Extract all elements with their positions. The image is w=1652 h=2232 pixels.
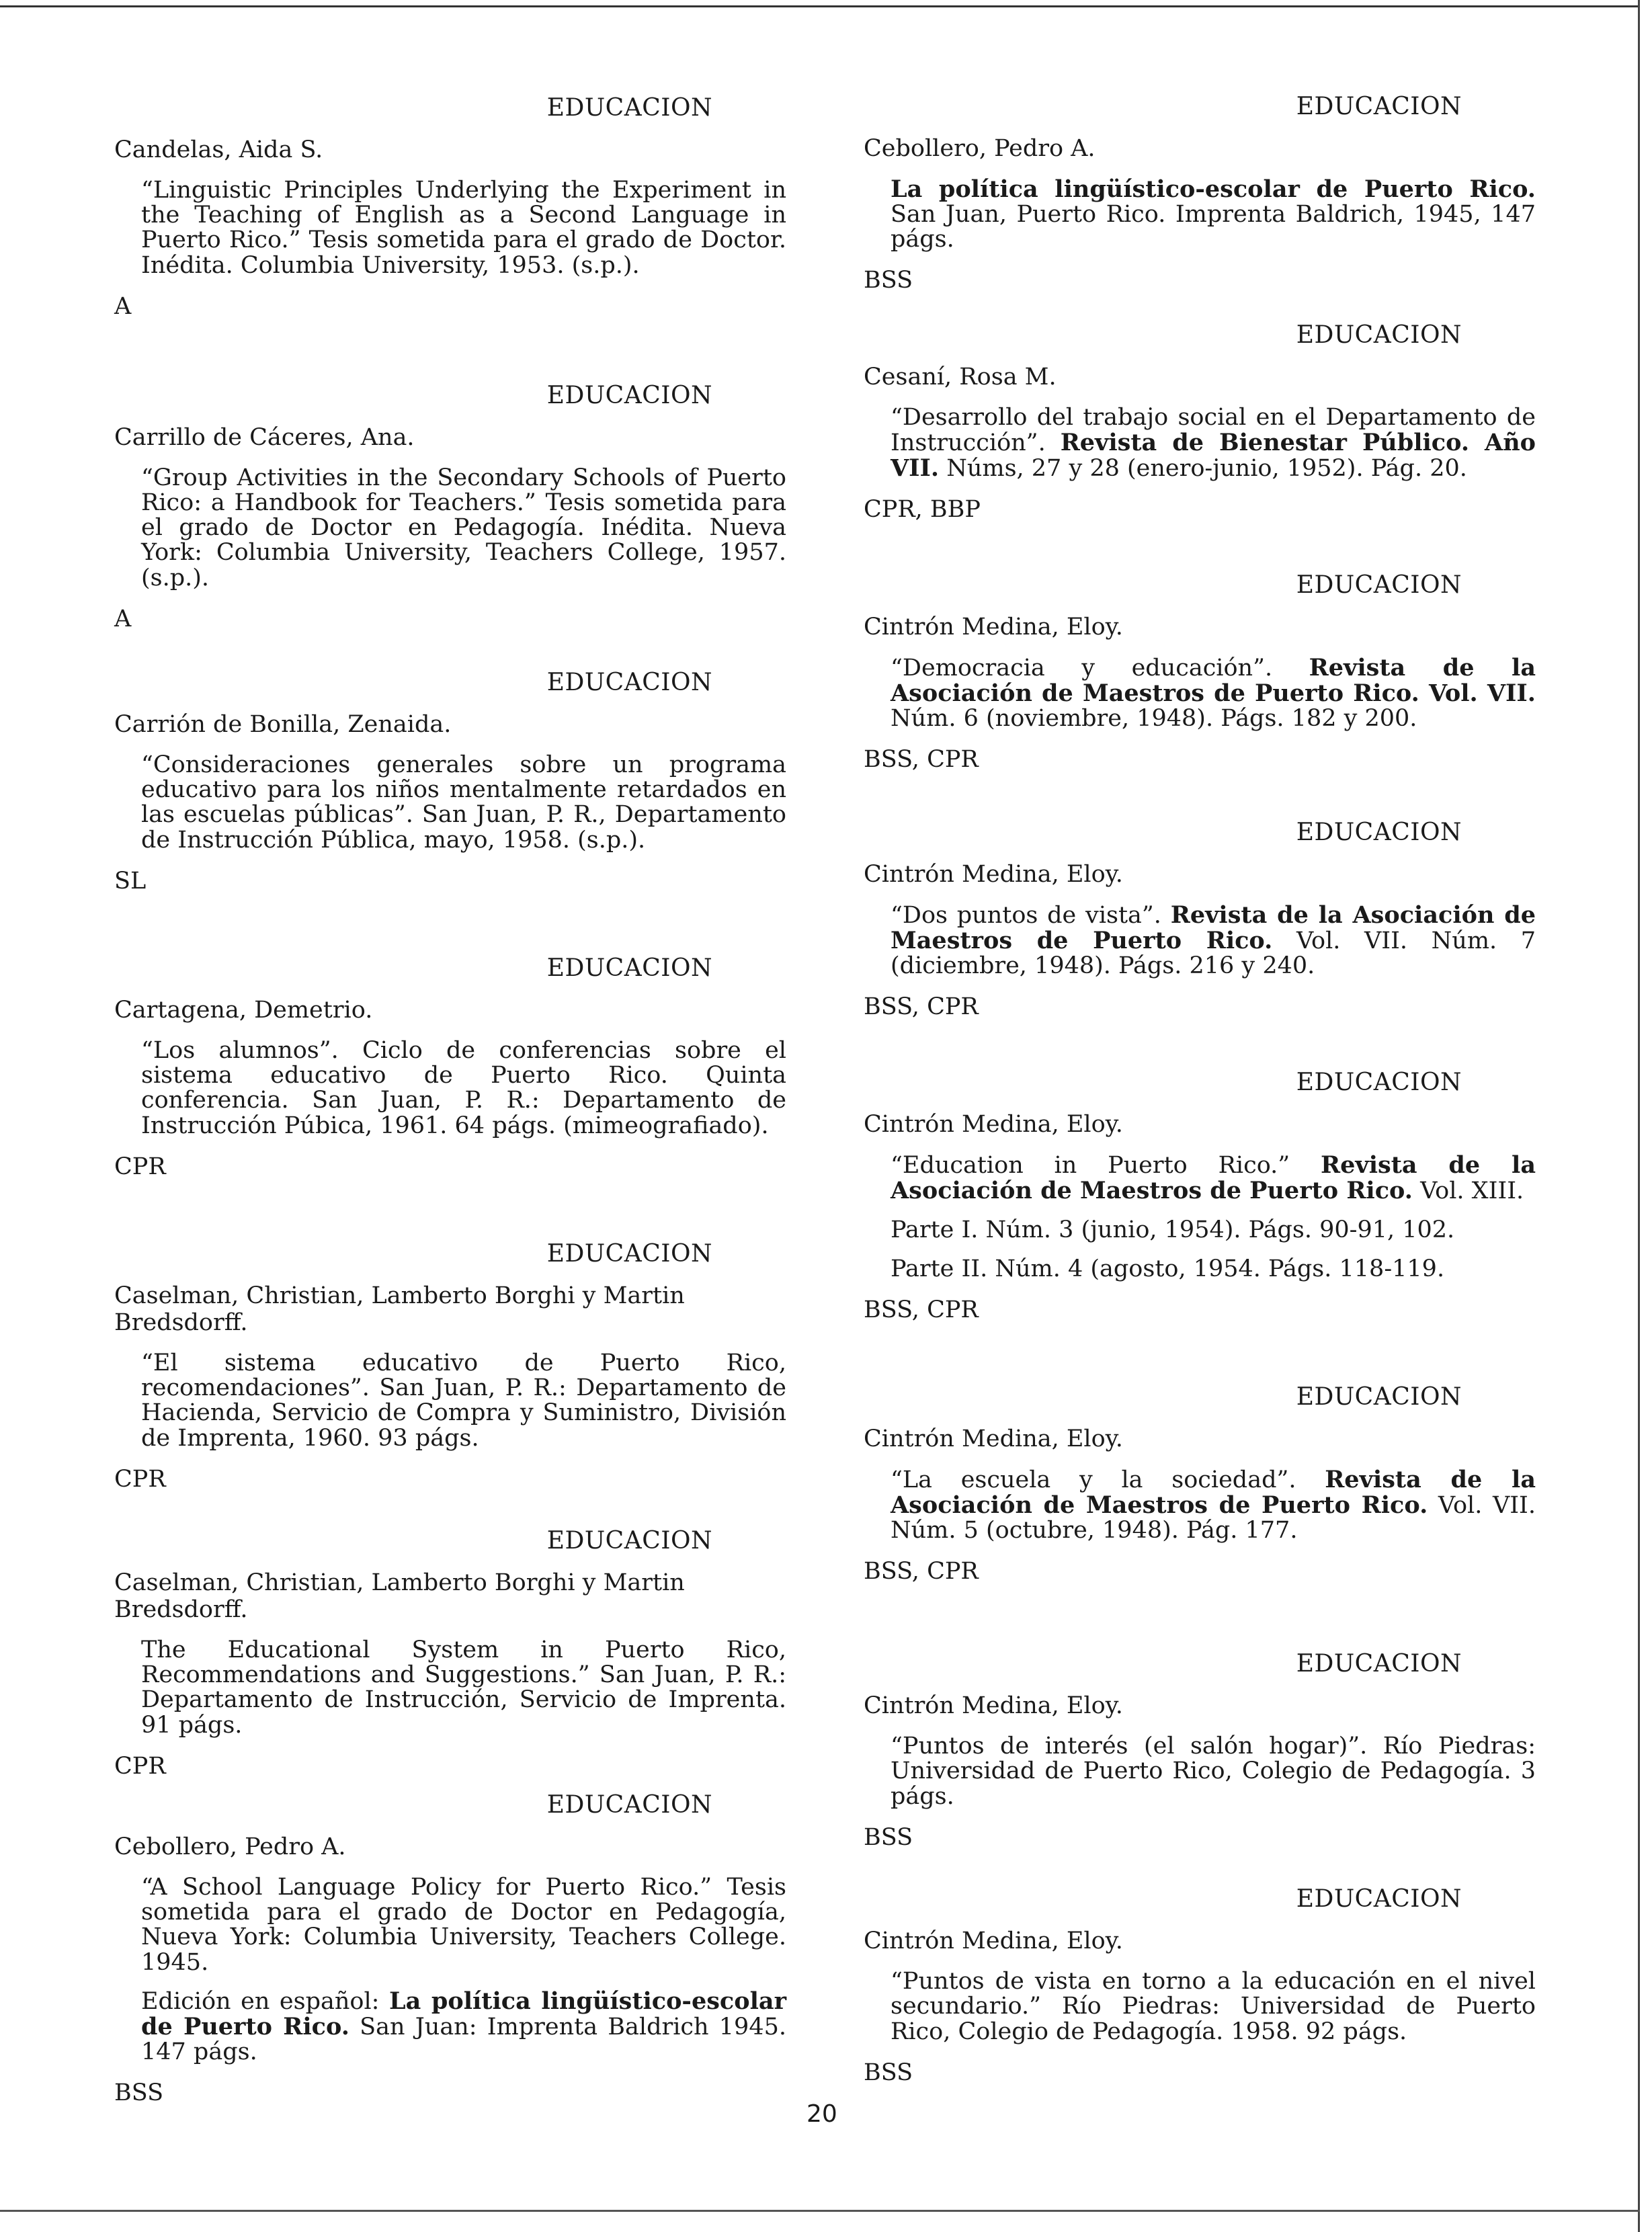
subject-heading: EDUCACION: [1296, 93, 1462, 120]
entry-citation: “Puntos de vista en torno a la educación en el nivel secundario.” Río Piedras: Universidad de Puerto Rico, Colegio de Pedagogía. 1958. 92 págs.: [891, 1968, 1536, 2045]
entry-author: Candelas, Aida S.: [114, 136, 323, 163]
library-location: BSS: [114, 2079, 164, 2106]
bibliography-entry: [864, 93, 1536, 294]
subject-heading: EDUCACION: [546, 954, 712, 982]
bibliography-entry: [114, 382, 786, 632]
entry-citation: “Dos puntos de vista”. Revista de la Asociación de Maestros de Puerto Rico. Vol. VII. Núm. 7 (diciembre, 1948). Págs. 216 y 240.: [891, 901, 1536, 979]
entry-author: Cintrón Medina, Eloy.: [864, 1928, 1123, 1954]
subject-heading: EDUCACION: [1296, 571, 1462, 599]
entry-citation: “Desarrollo del trabajo social en el Departamento de Instrucción”. Revista de Bienestar Público. Año VII. Núms, 27 y 28 (enero-junio, 1952). Pág. 20.: [891, 404, 1536, 482]
entry-author: Cebollero, Pedro A.: [864, 135, 1096, 162]
subject-heading: EDUCACION: [546, 669, 712, 696]
bibliography-entry: [864, 1650, 1536, 1851]
entry-author: Cesaní, Rosa M.: [864, 364, 1057, 390]
entry-author: Cintrón Medina, Eloy.: [864, 1111, 1123, 1138]
subject-heading: EDUCACION: [1296, 1885, 1462, 1913]
subject-heading: EDUCACION: [1296, 819, 1462, 846]
entry-citation: The Educational System in Puerto Rico, Recommendations and Suggestions.” San Juan, P. R.: Departamento de Instrucción, Servicio de Imprenta. 91 págs.: [141, 1637, 786, 1739]
bibliography-entry: [864, 1069, 1536, 1323]
entry-citation: “Linguistic Principles Underlying the Experiment in the Teaching of English as a Second Language in Puerto Rico.” Tesis sometida para el grado de Doctor. Inédita. Columbia University, 1953. (s.p.).: [141, 177, 786, 279]
bibliography-entry: [114, 1240, 786, 1493]
entry-citation: “A School Language Policy for Puerto Rico.” Tesis sometida para el grado de Doctor en Pedagogía, Nueva York: Columbia University, Teachers College. 1945.: [141, 1874, 786, 1976]
bibliography-entry: [864, 321, 1536, 523]
right-border-rule: [1638, 0, 1640, 2232]
entry-citation: Parte II. Núm. 4 (agosto, 1954. Págs. 118-119.: [891, 1255, 1445, 1282]
bibliography-entry: [864, 819, 1536, 1020]
entry-author: Caselman, Christian, Lamberto Borghi y Martin Bredsdorff.: [114, 1569, 685, 1623]
bibliography-entry: [114, 94, 786, 320]
entry-citation: Edición en español: La política lingüístico-escolar de Puerto Rico. San Juan: Imprenta Baldrich 1945. 147 págs.: [141, 1987, 787, 2065]
entry-author: Cintrón Medina, Eloy.: [864, 1692, 1123, 1719]
library-location: BSS, CPR: [864, 746, 979, 773]
bibliography-entry: [864, 1383, 1536, 1585]
library-location: BSS: [864, 2059, 913, 2086]
library-location: CPR, BBP: [864, 496, 981, 523]
entry-author: Cintrón Medina, Eloy.: [864, 861, 1123, 888]
library-location: BSS, CPR: [864, 1296, 979, 1323]
subject-heading: EDUCACION: [1296, 1650, 1462, 1678]
entry-citation: “Consideraciones generales sobre un programa educativo para los niños mentalmente retardados en las escuelas públicas”. San Juan, P. R., Departamento de Instrucción Pública, mayo, 1958. (s.p.).: [141, 751, 786, 854]
library-location: CPR: [114, 1466, 166, 1493]
library-location: BSS, CPR: [864, 1558, 979, 1585]
entry-citation: La política lingüístico-escolar de Puerto Rico. San Juan, Puerto Rico. Imprenta Baldrich, 1945, 147 págs.: [891, 175, 1536, 253]
subject-heading: EDUCACION: [546, 94, 712, 122]
library-location: A: [114, 293, 132, 320]
library-location: CPR: [114, 1753, 166, 1780]
subject-heading: EDUCACION: [546, 1791, 712, 1819]
entry-author: Cintrón Medina, Eloy.: [864, 614, 1123, 640]
entry-author: Cartagena, Demetrio.: [114, 997, 373, 1024]
library-location: BSS, CPR: [864, 993, 979, 1020]
bibliography-entry: [114, 669, 786, 895]
entry-author: Cebollero, Pedro A.: [114, 1833, 346, 1860]
entry-citation: “Puntos de interés (el salón hogar)”. Río Piedras: Universidad de Puerto Rico, Colegio de Pedagogía. 3 págs.: [891, 1733, 1536, 1810]
entry-citation: “Education in Puerto Rico.” Revista de la Asociación de Maestros de Puerto Rico. Vol. XIII.: [891, 1151, 1536, 1204]
bibliography-entry: [864, 1885, 1536, 2086]
entry-author: Carrillo de Cáceres, Ana.: [114, 424, 415, 451]
library-location: BSS: [864, 1824, 913, 1851]
subject-heading: EDUCACION: [546, 1240, 712, 1268]
entry-citation: “La escuela y la sociedad”. Revista de la Asociación de Maestros de Puerto Rico. Vol. VII. Núm. 5 (octubre, 1948). Pág. 177.: [891, 1466, 1536, 1544]
bibliography-entry: [114, 1791, 786, 2106]
entry-citation: “El sistema educativo de Puerto Rico, recomendaciones”. San Juan, P. R.: Departamento de Hacienda, Servicio de Compra y Suministro, División de Imprenta, 1960. 93 págs.: [141, 1350, 786, 1452]
entry-author: Caselman, Christian, Lamberto Borghi y Martin Bredsdorff.: [114, 1282, 685, 1336]
library-location: CPR: [114, 1153, 166, 1180]
library-location: A: [114, 606, 132, 632]
bibliography-entry: [864, 571, 1536, 773]
entry-citation: Parte I. Núm. 3 (junio, 1954). Págs. 90-91, 102.: [891, 1216, 1455, 1243]
subject-heading: EDUCACION: [1296, 1383, 1462, 1411]
entry-author: Cintrón Medina, Eloy.: [864, 1425, 1123, 1452]
subject-heading: EDUCACION: [546, 1527, 712, 1555]
entry-author: Carrión de Bonilla, Zenaida.: [114, 711, 452, 738]
page-number: 20: [807, 2100, 837, 2128]
subject-heading: EDUCACION: [546, 382, 712, 409]
entry-citation: “Democracia y educación”. Revista de la Asociación de Maestros de Puerto Rico. Vol. VII. Núm. 6 (noviembre, 1948). Págs. 182 y 200.: [891, 654, 1536, 732]
top-border-rule: [0, 0, 1640, 7]
subject-heading: EDUCACION: [1296, 1069, 1462, 1096]
library-location: BSS: [864, 267, 913, 294]
bottom-border-rule: [0, 2210, 1640, 2212]
library-location: SL: [114, 868, 147, 895]
entry-citation: “Los alumnos”. Ciclo de conferencias sobre el sistema educativo de Puerto Rico. Quinta conferencia. San Juan, P. R.: Departamento de Instrucción Púbica, 1961. 64 págs. (mimeografiado).: [141, 1037, 786, 1139]
bibliography-entry: [114, 1527, 786, 1780]
subject-heading: EDUCACION: [1296, 321, 1462, 349]
entry-citation: “Group Activities in the Secondary Schools of Puerto Rico: a Handbook for Teachers.” Tesis sometida para el grado de Doctor en Pedagogía. Inédita. Nueva York: Columbia University, Teachers College, 1957. (s.p.).: [141, 464, 786, 591]
bibliography-entry: [114, 954, 786, 1180]
